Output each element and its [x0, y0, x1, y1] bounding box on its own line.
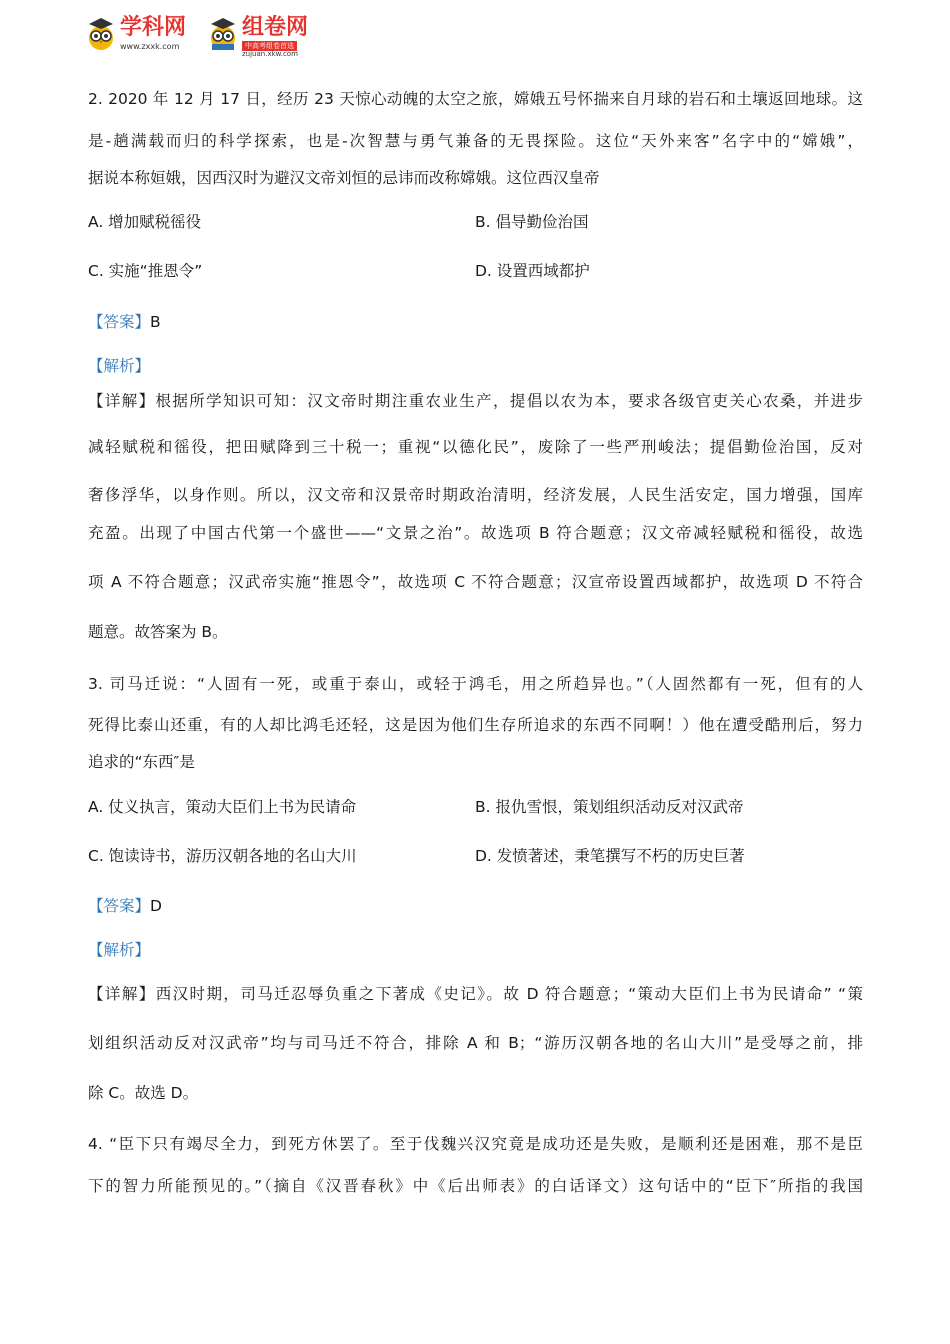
q3-detail-line-2: 划组织活动反对汉武帝”均与司马迁不符合，排除 A 和 B；“游历汉朝各地的名山大川”是受辱之前，排: [88, 1034, 863, 1052]
q3-analysis-label: 【解析】: [88, 941, 151, 959]
q2-detail-line-2: 减轻赋税和徭役，把田赋降到三十税一；重视“以德化民”，废除了一些严刑峻法；提倡勤俭治国，反对: [88, 438, 863, 456]
q2-option-d: D. 设置西域都护: [475, 262, 590, 280]
detail-label: 【详解】: [88, 985, 156, 1003]
answer-value: B: [150, 313, 161, 331]
logo2-text: 组卷网: [242, 15, 309, 40]
q2-detail-line-6: 题意。故答案为 B。: [88, 623, 228, 641]
q3-detail-line-1: [88, 983, 863, 1005]
logo1-url: www.zxxk.com: [120, 42, 180, 51]
logo1-text: 学科网: [120, 15, 187, 40]
q2-option-b: B. 倡导勤俭治国: [475, 213, 589, 231]
q4-stem-line-2: 下的智力所能预见的。”（摘自《汉晋春秋》中《后出师表》的白话译文）这句话中的“臣下″所指的我国: [88, 1177, 863, 1195]
q2-stem-line-1: 2. 2020 年 12 月 17 日，经历 23 天惊心动魄的太空之旅，嫦娥五号怀揣来自月球的岩石和土壤返回地球。这: [88, 90, 863, 108]
q2-detail-line-1: [88, 390, 863, 412]
zujuanwang-logo: [208, 12, 328, 56]
q2-stem-line-3: 据说本称姮娥，因西汉时为避汉文帝刘恒的忌讳而改称嫦娥。这位西汉皇帝: [88, 169, 600, 187]
q3-option-d: D. 发愤著述，秉笔撰写不朽的历史巨著: [475, 847, 745, 865]
owl-mascot-icon-2: [208, 16, 238, 52]
q2-detail-line-3: 奢侈浮华，以身作则。所以，汉文帝和汉景帝时期政治清明，经济发展，人民生活安定，国力增强，国库: [88, 486, 863, 504]
answer-label: 【答案】: [88, 897, 151, 915]
q2-answer: [88, 311, 161, 333]
q3-stem-line-3: 追求的“东西″是: [88, 753, 195, 771]
detail-label: 【详解】: [88, 392, 156, 410]
q3-stem-line-1: 3. 司马迁说：“人固有一死，或重于泰山，或轻于鸿毛，用之所趋异也。”（人固然都有一死，但有的人: [88, 675, 863, 693]
answer-value: D: [150, 897, 162, 915]
detail-text: 根据所学知识可知：汉文帝时期注重农业生产，提倡以农为本，要求各级官吏关心农桑，并进步: [155, 392, 863, 410]
q2-detail-line-5: 项 A 不符合题意；汉武帝实施“推恩令”，故选项 C 不符合题意；汉宣帝设置西域都护，故选项 D 不符合: [88, 573, 863, 591]
answer-label: 【答案】: [88, 313, 151, 331]
detail-text: 西汉时期，司马迁忍辱负重之下著成《史记》。故 D 符合题意；“策动大臣们上书为民请命” “策: [155, 985, 863, 1003]
q4-stem-line-1: 4. “臣下只有竭尽全力，到死方休罢了。至于伐魏兴汉究竟是成功还是失败，是顺利还是困难，那不是臣: [88, 1135, 863, 1153]
q3-answer: [88, 895, 162, 917]
q2-stem-line-2: 是-趟满载而归的科学探索，也是-次智慧与勇气兼备的无畏探险。这位“天外来客”名字中的“嫦娥”，: [88, 132, 863, 150]
q3-option-a: A. 仗义执言，策动大臣们上书为民请命: [88, 798, 357, 816]
owl-mascot-icon: [86, 16, 116, 52]
q2-option-a: A. 增加赋税徭役: [88, 213, 202, 231]
q3-option-b: B. 报仇雪恨，策划组织活动反对汉武帝: [475, 798, 744, 816]
q3-option-c: C. 饱读诗书，游历汉朝各地的名山大川: [88, 847, 357, 865]
q2-option-c: C. 实施“推恩令”: [88, 262, 203, 280]
q3-stem-line-2: 死得比泰山还重，有的人却比鸿毛还轻，这是因为他们生存所追求的东西不同啊！）他在遭受酷刑后，努力: [88, 716, 863, 734]
q3-detail-line-3: 除 C。故选 D。: [88, 1084, 199, 1102]
q2-detail-line-4: 充盈。出现了中国古代第一个盛世——“文景之治”。故选项 B 符合题意；汉文帝减轻赋税和徭役，故选: [88, 524, 863, 542]
q2-analysis-label: 【解析】: [88, 357, 151, 375]
header-logos: [86, 12, 346, 56]
xuekewang-logo: [86, 12, 196, 56]
logo2-tagline: 中高考组卷首选: [242, 41, 297, 51]
logo2-url: zujuan.xkw.com: [242, 50, 298, 58]
